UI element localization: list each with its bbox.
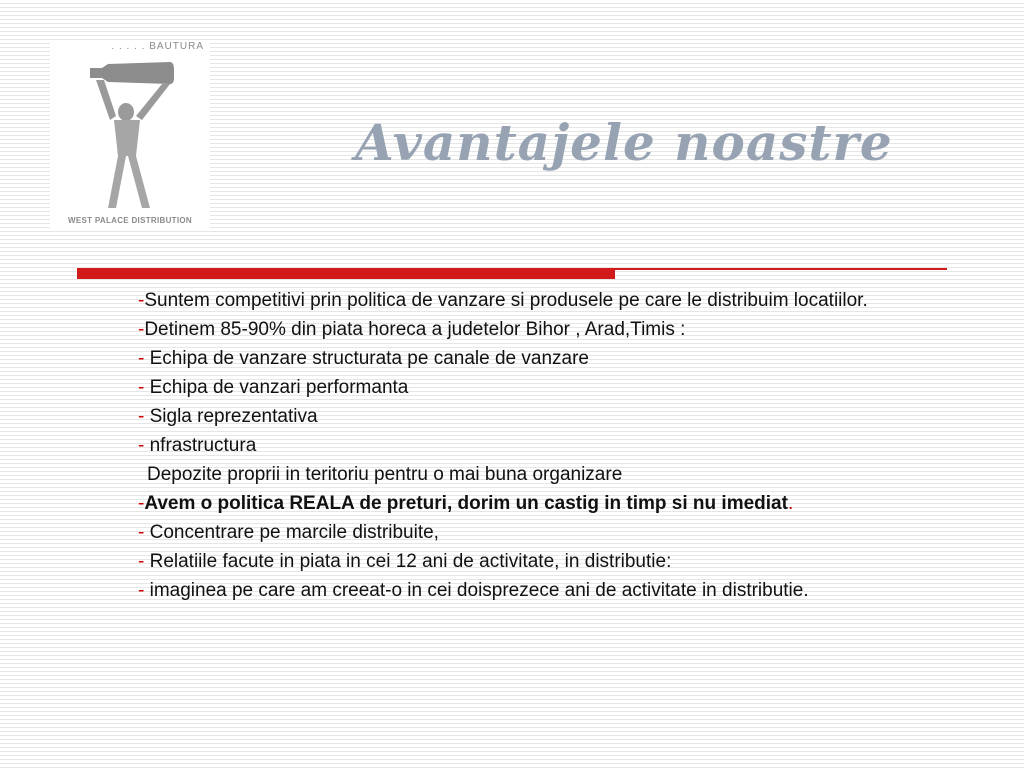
- list-item: [138, 348, 898, 369]
- item-text: Depozite proprii in teritoriu pentru o mai buna organizare: [147, 464, 623, 485]
- list-item: [138, 290, 898, 311]
- dash-marker: -: [138, 580, 150, 601]
- dash-marker: -: [138, 551, 150, 572]
- item-text: Relatiile facute in piata in cei 12 ani de activitate, in distributie:: [149, 551, 672, 572]
- title-underline-thin: [615, 268, 947, 270]
- dash-marker: -: [138, 435, 150, 456]
- list-item: [138, 435, 898, 456]
- list-item: [138, 522, 898, 543]
- item-text: Echipa de vanzari performanta: [149, 377, 409, 398]
- logo-top-text: . . . . . BAUTURA: [111, 41, 204, 52]
- period-marker: .: [787, 493, 794, 514]
- slide-title: Avantajele noastre: [355, 113, 893, 172]
- item-text: Avem o politica REALA de preturi, dorim un castig in timp si nu imediat: [144, 493, 788, 514]
- list-item: [138, 319, 898, 340]
- list-item: [138, 551, 898, 572]
- item-text: Echipa de vanzare structurata pe canale de vanzare: [149, 348, 589, 369]
- dash-marker: -: [138, 522, 150, 543]
- dash-marker: -: [138, 406, 150, 427]
- logo-bottom-text: WEST PALACE DISTRIBUTION: [68, 216, 192, 225]
- title-underline-thick: [77, 268, 615, 279]
- item-text: imaginea pe care am creeat-o in cei doisprezece ani de activitate in distributie.: [149, 580, 809, 601]
- list-item: [138, 580, 898, 601]
- dash-marker: -: [138, 319, 145, 340]
- dash-marker: -: [138, 377, 150, 398]
- bullet-list: [138, 290, 898, 609]
- list-item: [138, 377, 898, 398]
- item-text: Sigla reprezentativa: [149, 406, 318, 427]
- bottle-man-icon: [50, 40, 210, 216]
- dash-marker: -: [138, 493, 145, 514]
- item-text: Suntem competitivi prin politica de vanzare si produsele pe care le distribuim locatiilor.: [144, 290, 868, 311]
- list-item: [138, 464, 898, 485]
- item-text: nfrastructura: [149, 435, 257, 456]
- list-item: [138, 493, 898, 514]
- list-item: [138, 406, 898, 427]
- dash-marker: -: [138, 290, 145, 311]
- company-logo: [50, 40, 210, 228]
- item-text: Detinem 85-90% din piata horeca a judetelor Bihor , Arad,Timis :: [144, 319, 686, 340]
- dash-marker: -: [138, 348, 150, 369]
- item-text: Concentrare pe marcile distribuite,: [149, 522, 439, 543]
